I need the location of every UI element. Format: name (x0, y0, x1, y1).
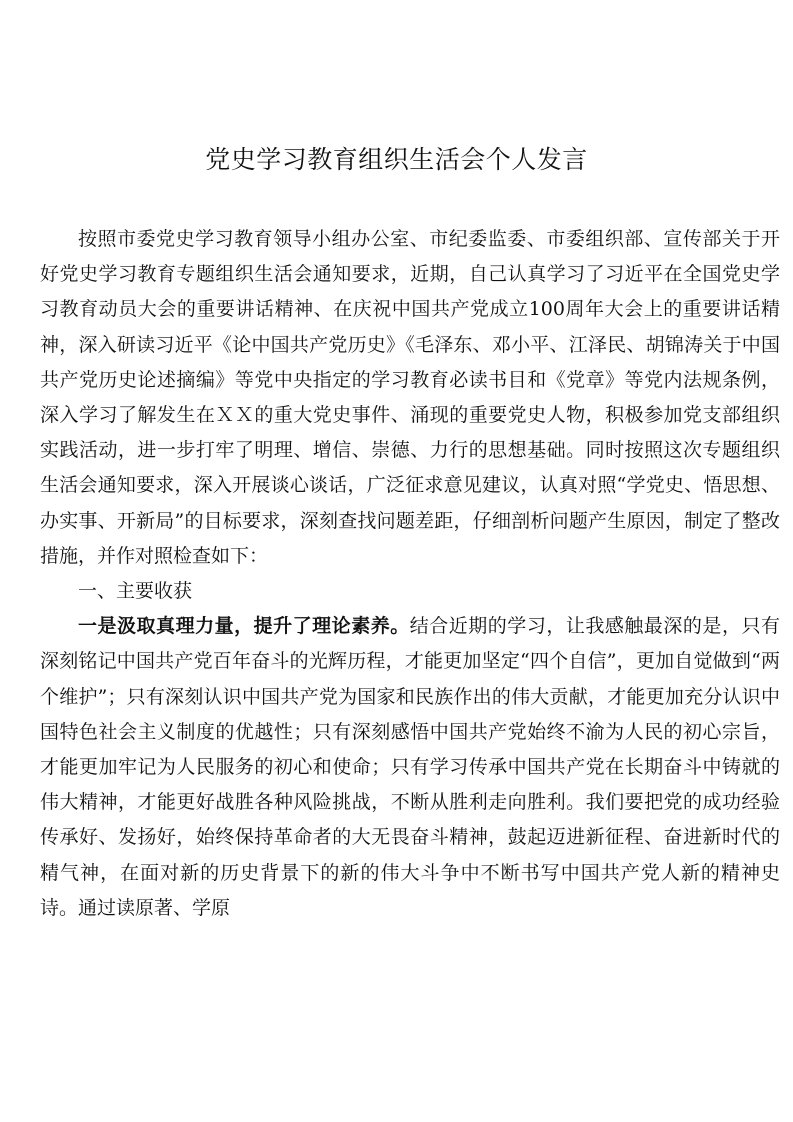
section-heading: 一、主要收获 (78, 580, 193, 603)
point-one-paragraph (40, 609, 780, 926)
document-body (40, 222, 780, 926)
point-one-text: 结合近期的学习，让我感触最深的是，只有深刻铭记中国共产党百年奋斗的光辉历程，才能更加坚定“四个自信”，更加自觉做到“两个维护”；只有深刻认识中国共产党为国家和民族作出的伟大贡献，才能更加充分认识中国特色社会主义制度的优越性；只有深刻感悟中国共产党始终不渝为人民的初心宗旨，才能更加牢记为人民服务的初心和使命；只有学习传承中国共产党在长期奋斗中铸就的伟大精神，才能更好战胜各种风险挑战，不断从胜利走向胜利。我们要把党的成功经验传承好、发扬好，始终保持革命者的大无畏奋斗精神，鼓起迈进新征程、奋进新时代的精气神，在面对新的历史背景下的新的伟大斗争中不断书写中国共产党人新的精神史诗。通过读原著、学原 (40, 615, 780, 919)
point-one-lead: 一是汲取真理力量，提升了理论素养。 (78, 615, 410, 638)
document-title: 党史学习教育组织生活会个人发言 (205, 145, 588, 174)
intro-paragraph: 按照市委党史学习教育领导小组办公室、市纪委监委、市委组织部、宣传部关于开好党史学习教育专题组织生活会通知要求，近期，自己认真学习了习近平在全国党史学习教育动员大会的重要讲话精神、在庆祝中国共产党成立100周年大会上的重要讲话精神，深入研读习近平《论中国共产党历史》《毛泽东、邓小平、江泽民、胡锦涛关于中国共产党历史论述摘编》等党中央指定的学习教育必读书目和《党章》等党内法规条例，深入学习了解发生在ＸＸ的重大党史事件、涌现的重要党史人物，积极参加党支部组织实践活动，进一步打牢了明理、增信、崇德、力行的思想基础。同时按照这次专题组织生活会通知要求，深入开展谈心谈话，广泛征求意见建议，认真对照“学党史、悟思想、办实事、开新局”的目标要求，深刻查找问题差距，仔细剖析问题产生原因，制定了整改措施，并作对照检查如下： (40, 228, 780, 567)
